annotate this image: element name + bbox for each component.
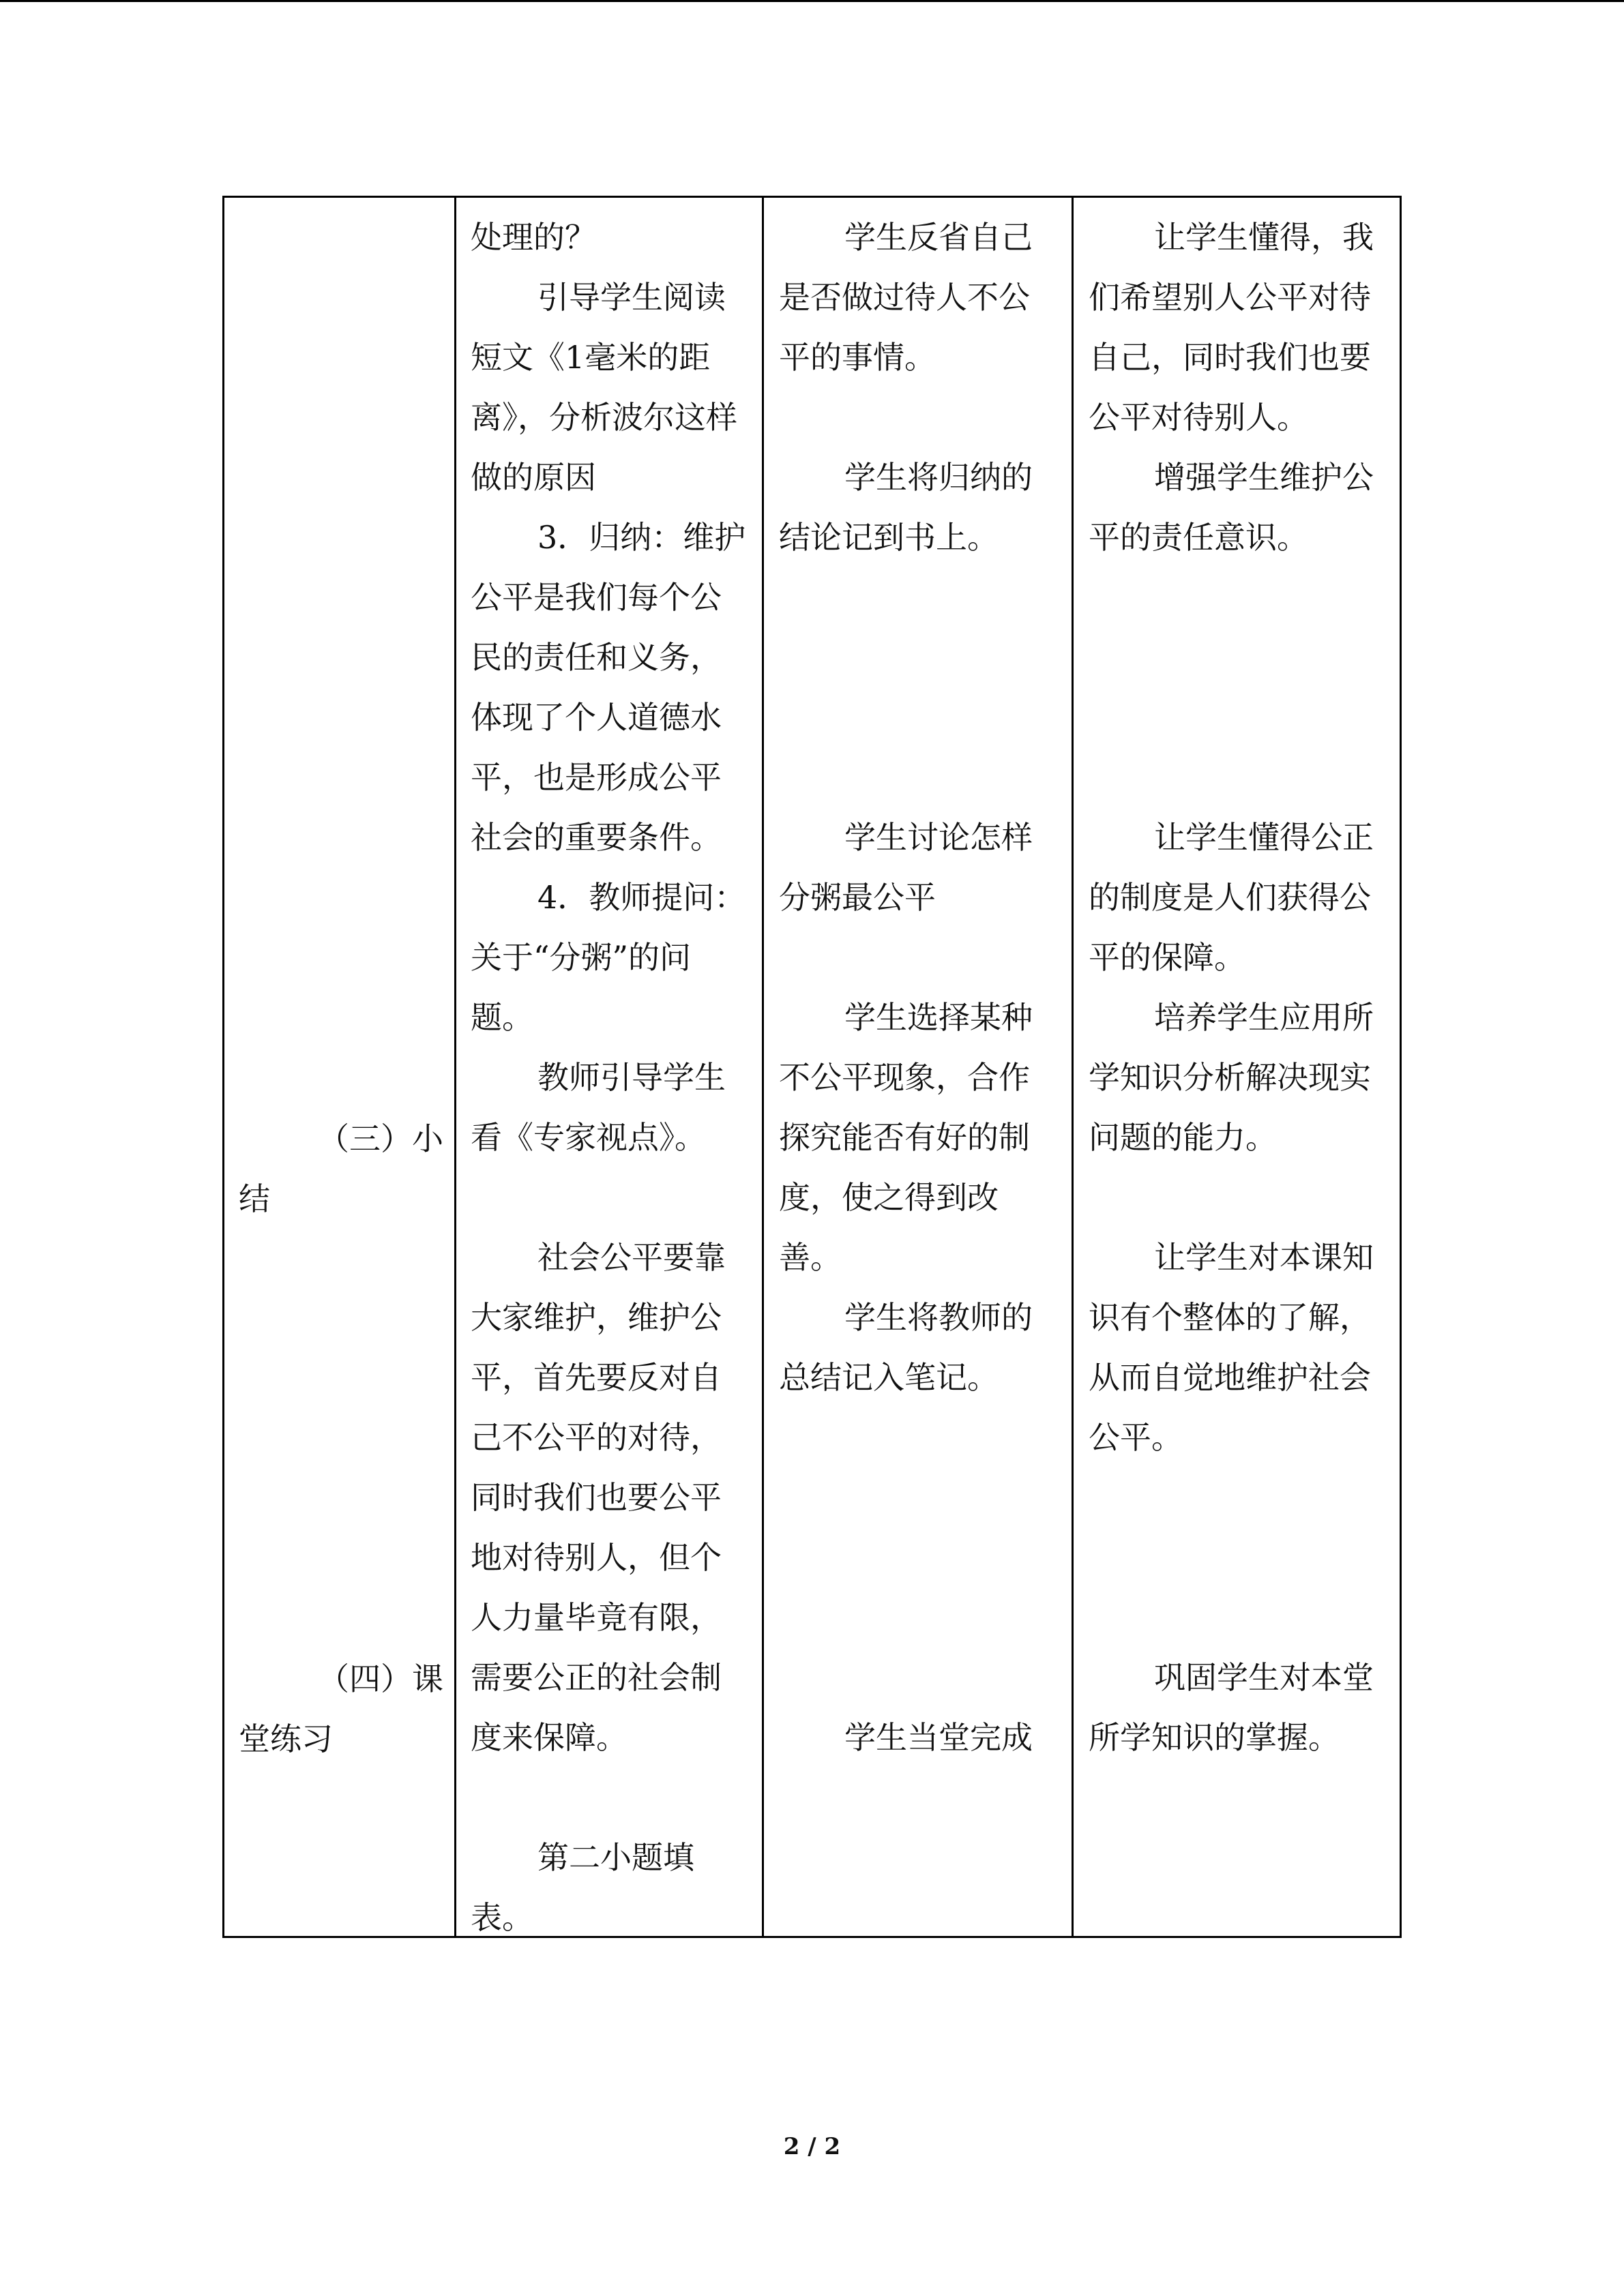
teacher-activity-line: 做的原因 <box>471 459 596 496</box>
student-activity-line: 结论记到书上。 <box>779 519 999 556</box>
teacher-activity-line: 短文《1毫米的距 <box>471 339 711 376</box>
student-activity-line: 探究能否有好的制 <box>779 1119 1030 1156</box>
student-activity-line: 平的事情。 <box>779 339 936 376</box>
student-activity-line: 度，使之得到改 <box>779 1179 999 1216</box>
teacher-activity-line: 人力量毕竟有限， <box>471 1599 722 1636</box>
student-activity-line: 分粥最公平 <box>779 879 936 916</box>
student-activity-line: 总结记入笔记。 <box>779 1359 999 1396</box>
teacher-activity-line: 4．教师提问： <box>537 879 746 916</box>
design-intent-line: 公平对待别人。 <box>1089 399 1308 436</box>
design-intent-line: 让学生对本课知 <box>1154 1239 1374 1276</box>
practice-section-label: （四）课 <box>318 1660 443 1697</box>
design-intent-line: 识有个整体的了解， <box>1089 1299 1371 1336</box>
teacher-activity-line: 看《专家视点》。 <box>471 1119 706 1156</box>
column-divider-1 <box>454 196 456 1938</box>
teacher-activity-line: 同时我们也要公平 <box>471 1479 722 1516</box>
design-intent-line: 从而自觉地维护社会 <box>1089 1359 1371 1396</box>
teacher-activity-line: 3．归纳：维护 <box>537 519 746 556</box>
page-number: 2 / 2 <box>783 2133 841 2160</box>
teacher-activity-line: 民的责任和义务， <box>471 639 722 676</box>
teacher-activity-line: 公平是我们每个公 <box>471 579 722 616</box>
teacher-activity-line: 题。 <box>471 999 533 1036</box>
teacher-activity-line: 己不公平的对待， <box>471 1419 722 1456</box>
student-activity-line: 学生反省自己 <box>844 219 1033 256</box>
practice-section-label-cont: 堂练习 <box>239 1720 333 1757</box>
student-activity-line: 学生将教师的 <box>844 1299 1033 1336</box>
teacher-activity-line: 体现了个人道德水 <box>471 699 722 736</box>
teacher-activity-line: 关于“分粥”的问 <box>471 939 692 976</box>
design-intent-line: 平的保障。 <box>1089 939 1245 976</box>
design-intent-line: 们希望别人公平对待 <box>1089 279 1371 316</box>
design-intent-line: 培养学生应用所 <box>1154 999 1374 1036</box>
teacher-activity-line: 社会的重要条件。 <box>471 819 722 856</box>
student-activity-line: 是否做过待人不公 <box>779 279 1030 316</box>
teacher-activity-line: 平，首先要反对自 <box>471 1359 722 1396</box>
student-activity-line: 善。 <box>779 1239 842 1276</box>
design-intent-line: 让学生懂得，我 <box>1154 219 1374 256</box>
design-intent-line: 自己，同时我们也要 <box>1089 339 1371 376</box>
student-activity-line: 学生将归纳的 <box>844 459 1033 496</box>
student-activity-line: 不公平现象，合作 <box>779 1059 1030 1096</box>
teacher-activity-line: 表。 <box>471 1899 533 1936</box>
design-intent-line: 学知识分析解决现实 <box>1089 1059 1371 1096</box>
design-intent-line: 平的责任意识。 <box>1089 519 1308 556</box>
teacher-activity-line: 离》，分析波尔这样 <box>471 399 737 436</box>
summary-section-label-cont: 结 <box>239 1180 270 1217</box>
student-activity-line: 学生当堂完成 <box>844 1719 1033 1756</box>
summary-section-label: （三）小 <box>318 1120 443 1157</box>
design-intent-line: 所学知识的掌握。 <box>1089 1719 1340 1756</box>
design-intent-line: 增强学生维护公 <box>1154 459 1374 496</box>
column-divider-3 <box>1072 196 1074 1938</box>
design-intent-line: 的制度是人们获得公 <box>1089 879 1371 916</box>
teacher-activity-line: 平，也是形成公平 <box>471 759 722 796</box>
design-intent-line: 让学生懂得公正 <box>1154 819 1374 856</box>
teacher-activity-line: 社会公平要靠 <box>537 1239 726 1276</box>
teacher-activity-line: 处理的？ <box>471 219 596 256</box>
teacher-activity-line: 度来保障。 <box>471 1719 628 1756</box>
teacher-activity-line: 教师引导学生 <box>537 1059 726 1096</box>
design-intent-line: 问题的能力。 <box>1089 1119 1277 1156</box>
student-activity-line: 学生选择某种 <box>844 999 1033 1036</box>
teacher-activity-line: 大家维护，维护公 <box>471 1299 722 1336</box>
student-activity-line: 学生讨论怎样 <box>844 819 1033 856</box>
teacher-activity-line: 地对待别人，但个 <box>471 1539 722 1576</box>
page-top-border <box>0 0 1624 2</box>
teacher-activity-line: 需要公正的社会制 <box>471 1659 722 1696</box>
teacher-activity-line: 引导学生阅读 <box>537 279 726 316</box>
column-divider-2 <box>762 196 764 1938</box>
teacher-activity-line: 第二小题填 <box>537 1839 694 1876</box>
design-intent-line: 巩固学生对本堂 <box>1154 1659 1374 1696</box>
design-intent-line: 公平。 <box>1089 1419 1183 1456</box>
